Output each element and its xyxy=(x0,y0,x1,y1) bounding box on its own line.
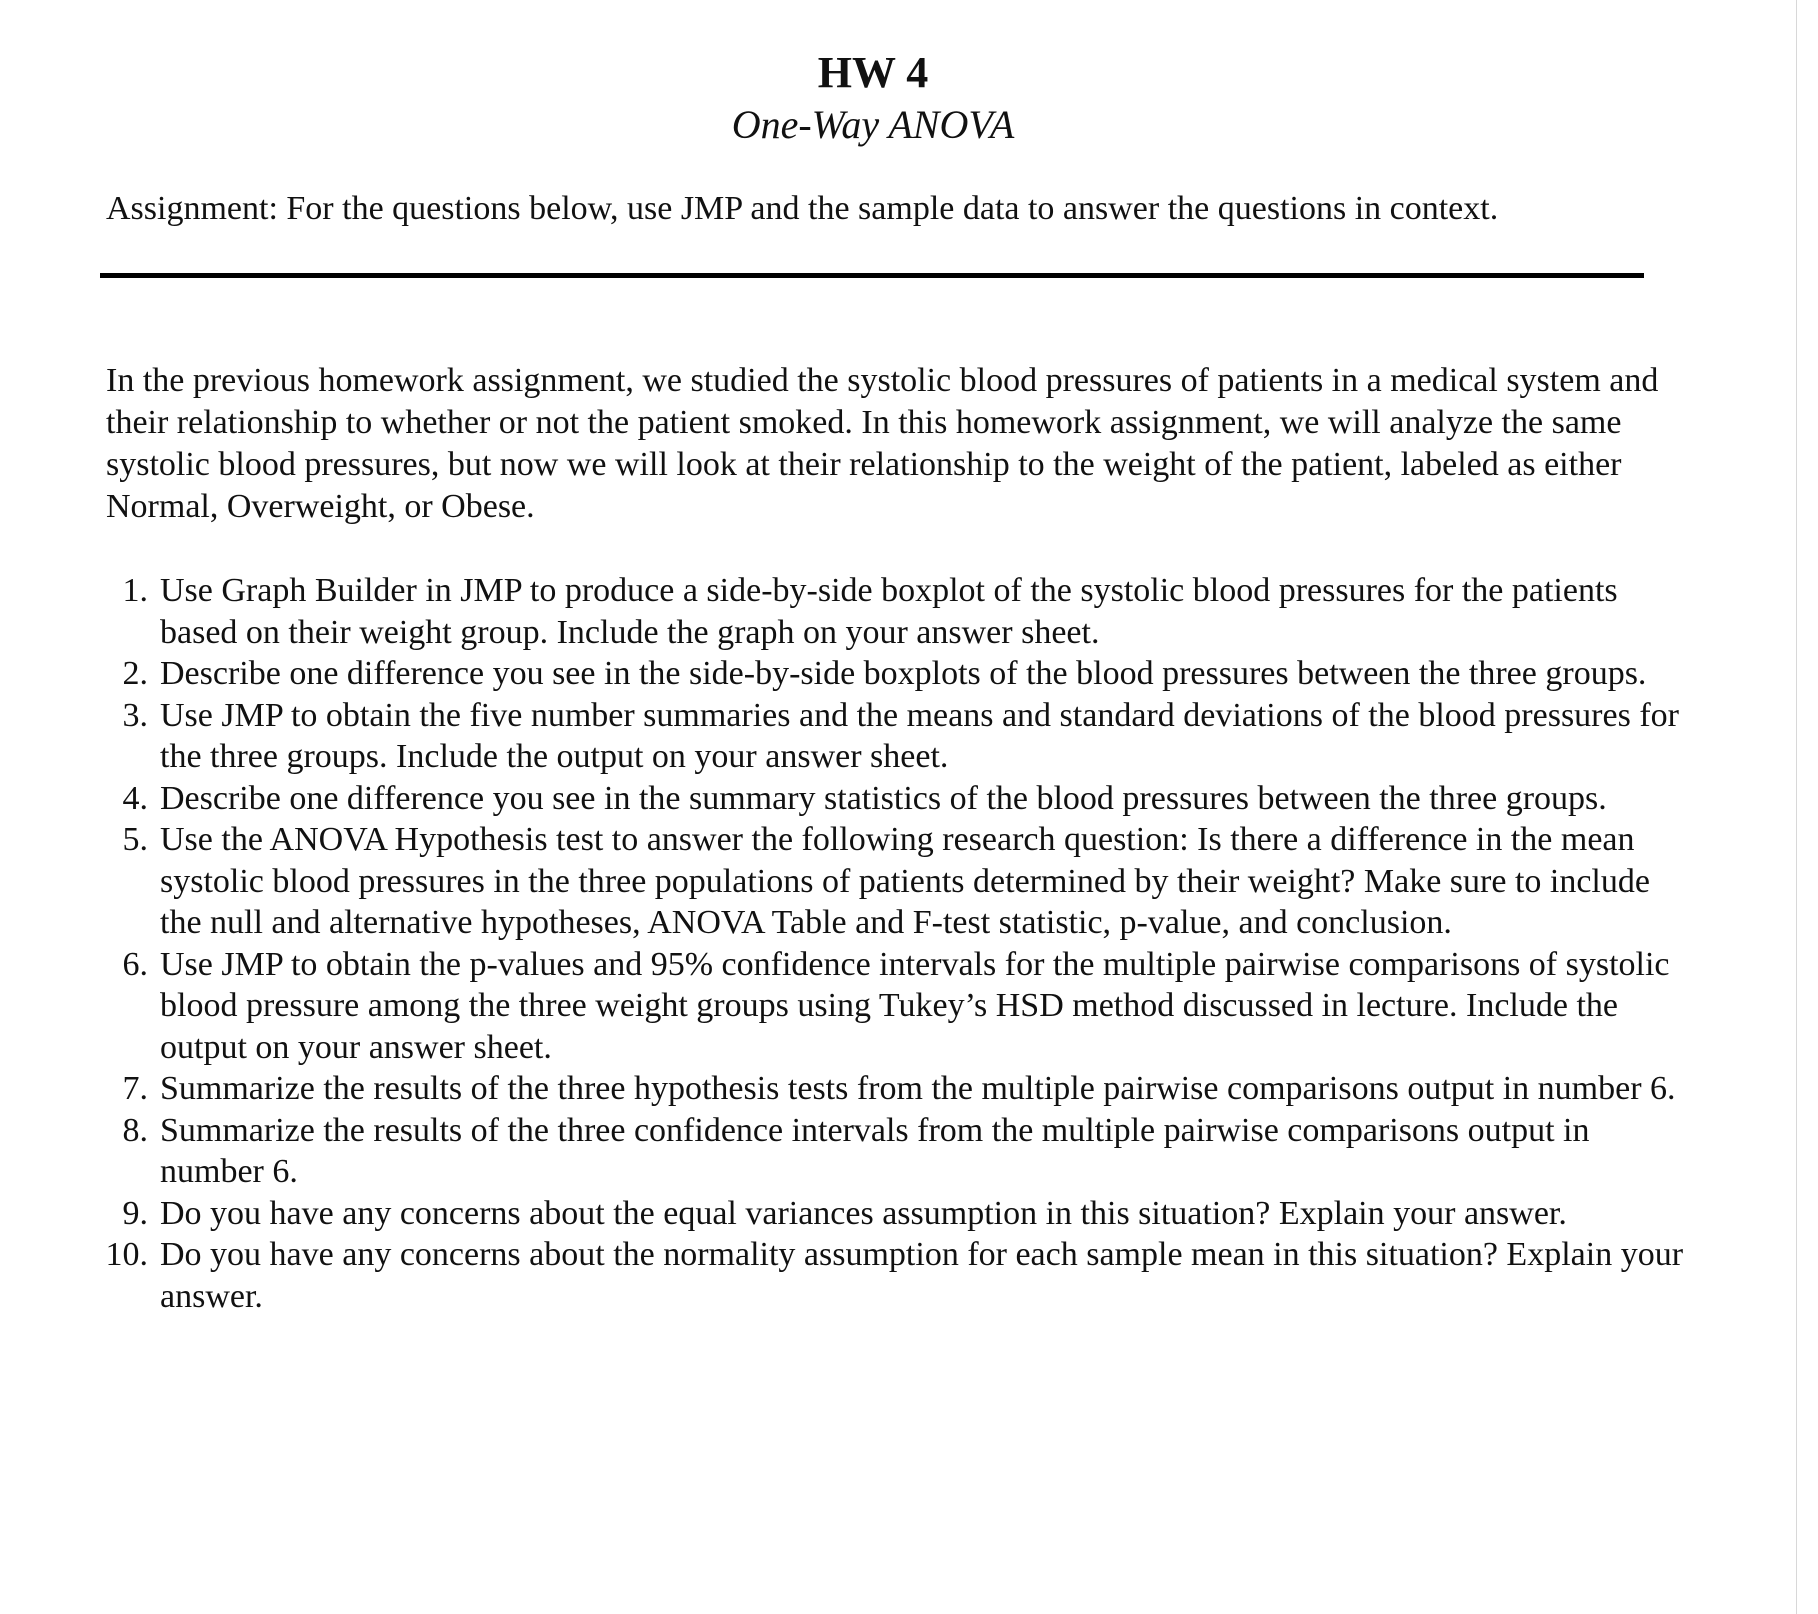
question-text: Use Graph Builder in JMP to produce a side-by-side boxplot of the systolic blood pressures for the patients based on their weight group. Include the graph on your answer sheet. xyxy=(160,572,1618,651)
question-text: Describe one difference you see in the side-by-side boxplots of the blood pressures between the three groups. xyxy=(160,655,1647,692)
page-edge xyxy=(1796,0,1818,1614)
question-number: 3. xyxy=(122,696,148,734)
assignment-instructions: Assignment: For the questions below, use JMP and the sample data to answer the questions in context. xyxy=(106,190,1499,227)
list-item xyxy=(98,570,1688,653)
question-text: Summarize the results of the three confidence intervals from the multiple pairwise comparisons output in number 6. xyxy=(160,1111,1590,1190)
question-list xyxy=(98,570,1688,1317)
question-number: 5. xyxy=(122,821,148,858)
question-text: Use JMP to obtain the p-values and 95% confidence intervals for the multiple pairwise comparisons of systolic blood pressure among the three weight groups using Tukey’s HSD method discussed in lecture. Include the output on your answer sheet. xyxy=(160,945,1670,1066)
page-title: HW 4 xyxy=(817,48,929,97)
question-number: 10. xyxy=(105,1236,148,1273)
question-number: 7. xyxy=(122,1070,148,1107)
list-item xyxy=(98,1193,1688,1235)
list-item xyxy=(98,695,1688,778)
question-text: Do you have any concerns about the equal variances assumption in this situation? Explain your answer. xyxy=(160,1194,1567,1232)
question-text: Do you have any concerns about the normality assumption for each sample mean in this situation? Explain your answer. xyxy=(160,1236,1684,1315)
intro-paragraph: In the previous homework assignment, we studied the systolic blood pressures of patients in a medical system and their relationship to whether or not the patient smoked. In this homework assignment, we will analyze the same systolic blood pressures, but now we will look at their relationship to the weight of the patient, labeled as either Normal, Overweight, or Obese. xyxy=(106,362,1659,525)
question-number: 9. xyxy=(122,1194,148,1232)
list-item xyxy=(98,1068,1688,1110)
question-number: 2. xyxy=(122,655,148,692)
question-text: Use the ANOVA Hypothesis test to answer the following research question: Is there a difference in the mean systolic blood pressures in the three populations of patients determined by their weight? Make sure to include the null and alternative hypotheses, ANOVA Table and F-test statistic, p-value, and conclusion. xyxy=(160,821,1650,941)
list-item xyxy=(98,778,1688,820)
list-item xyxy=(98,944,1688,1069)
question-number: 4. xyxy=(122,779,148,817)
list-item xyxy=(98,1234,1688,1317)
question-text: Summarize the results of the three hypothesis tests from the multiple pairwise comparisons output in number 6. xyxy=(160,1070,1676,1107)
horizontal-rule xyxy=(100,273,1644,278)
question-number: 8. xyxy=(122,1111,148,1149)
list-item xyxy=(98,1110,1688,1193)
question-text: Use JMP to obtain the five number summaries and the means and standard deviations of the blood pressures for the three groups. Include the output on your answer sheet. xyxy=(160,696,1679,775)
question-number: 6. xyxy=(122,945,148,983)
question-text: Describe one difference you see in the summary statistics of the blood pressures between the three groups. xyxy=(160,779,1607,817)
question-number: 1. xyxy=(122,572,148,609)
page-subtitle: One-Way ANOVA xyxy=(731,102,1015,147)
list-item xyxy=(98,653,1688,695)
list-item xyxy=(98,819,1688,944)
